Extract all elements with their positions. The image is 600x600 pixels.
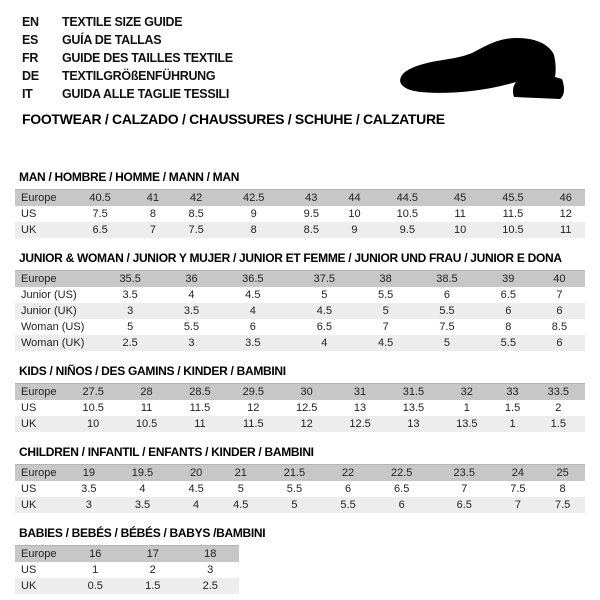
size-value: 4.5 bbox=[378, 337, 394, 349]
size-value: 37.5 bbox=[313, 273, 336, 285]
row-label: US bbox=[21, 402, 37, 414]
size-value: 3 bbox=[127, 305, 134, 317]
size-value: 16 bbox=[89, 548, 102, 560]
size-value: 6 bbox=[443, 289, 451, 301]
size-value: 7.5 bbox=[554, 499, 571, 511]
table-row bbox=[15, 319, 585, 335]
row-label: UK bbox=[21, 418, 37, 430]
shoe-silhouette-path bbox=[400, 38, 564, 99]
size-value: 1.5 bbox=[145, 580, 161, 592]
size-table-section bbox=[15, 252, 585, 351]
size-value: 3.5 bbox=[245, 337, 261, 349]
size-value: 6.5 bbox=[456, 499, 472, 511]
size-value: 7 bbox=[461, 483, 468, 495]
table-row bbox=[15, 190, 585, 207]
row-label: US bbox=[21, 483, 37, 495]
row-label: UK bbox=[21, 580, 37, 592]
size-value: 10 bbox=[87, 418, 100, 430]
size-table bbox=[15, 270, 585, 351]
size-value: 29.5 bbox=[242, 386, 264, 398]
size-value: 10.5 bbox=[82, 402, 104, 414]
size-value: 36 bbox=[185, 273, 198, 285]
size-value: 17 bbox=[146, 548, 159, 560]
size-value: 3.5 bbox=[122, 289, 138, 301]
row-label: Woman (UK) bbox=[21, 337, 85, 349]
size-value: 33 bbox=[506, 386, 519, 398]
size-table-section bbox=[15, 365, 585, 432]
size-value: 10 bbox=[348, 208, 361, 220]
table-row bbox=[15, 481, 585, 497]
size-value: 0.5 bbox=[87, 580, 103, 592]
size-value: 13.5 bbox=[402, 402, 425, 414]
size-value: 42 bbox=[189, 192, 203, 204]
row-label: Europe bbox=[21, 273, 57, 285]
table-row bbox=[15, 287, 585, 303]
size-value: 4.5 bbox=[188, 483, 204, 495]
size-value: 2.5 bbox=[122, 337, 138, 349]
size-value: 38 bbox=[379, 273, 392, 285]
table-row bbox=[15, 465, 585, 482]
size-value: 45.5 bbox=[502, 192, 524, 204]
language-code: EN bbox=[22, 15, 39, 29]
table-title: KIDS / NIÑOS / DES GAMINS / KINDER / BAMBINI bbox=[19, 364, 286, 378]
size-value: 6.5 bbox=[316, 321, 332, 333]
tables-container bbox=[0, 171, 600, 594]
size-value: 13 bbox=[407, 418, 420, 430]
size-value: 38.5 bbox=[436, 273, 458, 285]
size-value: 7 bbox=[556, 289, 563, 301]
size-value: 6.5 bbox=[394, 483, 410, 495]
size-value: 28 bbox=[140, 386, 153, 398]
size-value: 5.5 bbox=[500, 337, 516, 349]
size-value: 5.5 bbox=[183, 321, 200, 333]
row-label: Europe bbox=[21, 467, 57, 479]
size-value: 6 bbox=[249, 321, 256, 333]
size-table bbox=[15, 383, 585, 432]
size-value: 1 bbox=[92, 564, 99, 576]
size-value: 10.5 bbox=[502, 224, 524, 236]
size-value: 10 bbox=[453, 224, 467, 236]
size-value: 19.5 bbox=[131, 467, 154, 479]
size-value: 5 bbox=[291, 499, 298, 511]
size-value: 8 bbox=[505, 321, 512, 333]
size-value: 25 bbox=[556, 467, 569, 479]
size-value: 11.5 bbox=[189, 402, 211, 414]
size-value: 12.5 bbox=[349, 418, 371, 430]
language-label: GUÍA DE TALLAS bbox=[62, 33, 162, 47]
size-value: 21.5 bbox=[283, 467, 306, 479]
size-value: 11.5 bbox=[243, 418, 264, 430]
size-value: 12.5 bbox=[295, 402, 318, 414]
size-value: 13.5 bbox=[456, 418, 478, 430]
size-table bbox=[15, 464, 585, 513]
size-value: 7.5 bbox=[92, 208, 108, 220]
size-value: 7 bbox=[514, 499, 521, 511]
size-value: 39 bbox=[502, 273, 515, 285]
row-label: UK bbox=[21, 499, 37, 511]
size-value: 28.5 bbox=[189, 386, 211, 398]
table-row bbox=[15, 497, 585, 513]
size-value: 27.5 bbox=[82, 386, 104, 398]
size-value: 43 bbox=[305, 192, 318, 204]
size-value: 5 bbox=[237, 483, 244, 495]
size-value: 33.5 bbox=[547, 386, 569, 398]
size-value: 3 bbox=[85, 499, 92, 511]
size-value: 22 bbox=[341, 467, 355, 479]
size-value: 7.5 bbox=[510, 483, 526, 495]
row-label: US bbox=[21, 564, 37, 576]
size-value: 3.5 bbox=[183, 305, 200, 317]
size-value: 7.5 bbox=[439, 321, 455, 333]
size-value: 18 bbox=[204, 548, 217, 560]
size-value: 11 bbox=[194, 418, 206, 430]
size-value: 3 bbox=[188, 337, 195, 349]
size-value: 45 bbox=[453, 192, 467, 204]
row-label: Europe bbox=[21, 548, 57, 560]
row-label: UK bbox=[21, 224, 37, 236]
size-table-section bbox=[15, 527, 585, 594]
size-value: 5 bbox=[382, 305, 389, 317]
size-value: 24 bbox=[511, 467, 525, 479]
size-value: 3.5 bbox=[134, 499, 151, 511]
size-value: 19 bbox=[82, 467, 95, 479]
size-value: 9.5 bbox=[399, 224, 415, 236]
table-title: CHILDREN / INFANTIL / ENFANTS / KINDER / BAMBINI bbox=[19, 445, 314, 459]
size-value: 9 bbox=[351, 224, 358, 236]
table-row bbox=[15, 271, 585, 288]
language-label: TEXTILGRÖßENFÜHRUNG bbox=[62, 69, 216, 83]
size-value: 6 bbox=[556, 305, 563, 317]
table-row bbox=[15, 384, 585, 401]
row-label: Junior (UK) bbox=[21, 305, 77, 317]
size-value: 23.5 bbox=[453, 467, 475, 479]
size-value: 4 bbox=[193, 499, 200, 511]
size-table-section bbox=[15, 446, 585, 513]
size-value: 6.5 bbox=[92, 224, 108, 236]
size-value: 4 bbox=[188, 289, 195, 301]
dress-shoe-icon bbox=[396, 33, 580, 109]
size-value: 13 bbox=[353, 402, 367, 414]
size-value: 8 bbox=[559, 483, 566, 495]
size-value: 4 bbox=[321, 337, 328, 349]
size-value: 12 bbox=[300, 418, 313, 430]
language-code: IT bbox=[22, 87, 33, 101]
size-value: 1.5 bbox=[504, 402, 521, 414]
size-table bbox=[15, 189, 585, 238]
row-label: Europe bbox=[21, 192, 57, 204]
table-row bbox=[15, 578, 239, 594]
row-label: Junior (US) bbox=[21, 289, 77, 301]
size-value: 6.5 bbox=[500, 289, 516, 301]
size-value: 2 bbox=[555, 402, 562, 414]
size-value: 5.5 bbox=[340, 499, 356, 511]
size-value: 30 bbox=[300, 386, 313, 398]
size-value: 9.5 bbox=[303, 208, 319, 220]
category-title: FOOTWEAR / CALZADO / CHAUSSURES / SCHUHE / CALZATURE bbox=[22, 111, 445, 127]
size-value: 5.5 bbox=[439, 305, 455, 317]
language-code: DE bbox=[22, 69, 39, 83]
size-value: 6 bbox=[398, 499, 405, 511]
size-value: 5 bbox=[127, 321, 134, 333]
size-value: 8.5 bbox=[551, 321, 568, 333]
size-value: 11 bbox=[560, 224, 572, 236]
size-value: 11 bbox=[454, 208, 466, 220]
size-value: 12 bbox=[247, 402, 260, 414]
language-row bbox=[22, 13, 600, 31]
size-value: 8 bbox=[250, 224, 257, 236]
size-value: 1 bbox=[463, 402, 470, 414]
table-title: MAN / HOMBRE / HOMME / MANN / MAN bbox=[19, 170, 240, 184]
size-value: 5.5 bbox=[286, 483, 303, 495]
table-row bbox=[15, 303, 585, 319]
size-table bbox=[15, 545, 239, 594]
size-value: 7 bbox=[149, 224, 156, 236]
size-value: 6 bbox=[556, 337, 563, 349]
size-value: 8.5 bbox=[303, 224, 319, 236]
size-value: 8.5 bbox=[188, 208, 204, 220]
size-value: 40.5 bbox=[89, 192, 111, 204]
language-label: TEXTILE SIZE GUIDE bbox=[62, 15, 183, 29]
size-value: 1 bbox=[509, 418, 516, 430]
size-value: 32 bbox=[460, 386, 473, 398]
row-label: US bbox=[21, 208, 37, 220]
table-row bbox=[15, 335, 585, 351]
size-value: 20 bbox=[189, 467, 203, 479]
language-label: GUIDE DES TAILLES TEXTILE bbox=[62, 51, 233, 65]
size-value: 44 bbox=[348, 192, 361, 204]
size-value: 31.5 bbox=[402, 386, 425, 398]
size-value: 22.5 bbox=[390, 467, 413, 479]
size-table-section bbox=[15, 171, 585, 238]
size-value: 41 bbox=[146, 192, 160, 204]
size-value: 6 bbox=[344, 483, 352, 495]
size-value: 4 bbox=[139, 483, 146, 495]
size-value: 2.5 bbox=[202, 580, 218, 592]
size-value: 10.5 bbox=[135, 418, 158, 430]
language-code: ES bbox=[22, 33, 39, 47]
size-value: 4.5 bbox=[233, 499, 249, 511]
size-value: 7 bbox=[382, 321, 389, 333]
header bbox=[0, 0, 600, 128]
size-value: 11.5 bbox=[502, 208, 524, 220]
size-value: 44.5 bbox=[396, 192, 419, 204]
size-value: 4 bbox=[249, 305, 256, 317]
size-value: 40 bbox=[553, 273, 566, 285]
row-label: Europe bbox=[21, 386, 57, 398]
size-value: 8 bbox=[149, 208, 156, 220]
size-value: 2 bbox=[149, 564, 156, 576]
table-row bbox=[15, 222, 585, 238]
size-value: 3 bbox=[207, 564, 214, 576]
table-title: BABIES / BEBÉS / BÉBÉS / BABYS /BAMBINI bbox=[19, 526, 266, 540]
size-value: 10.5 bbox=[396, 208, 419, 220]
size-value: 11 bbox=[140, 402, 153, 414]
size-value: 5 bbox=[443, 337, 451, 349]
size-value: 4.5 bbox=[245, 289, 261, 301]
size-value: 7.5 bbox=[188, 224, 204, 236]
size-value: 21 bbox=[234, 467, 247, 479]
size-value: 31 bbox=[353, 386, 367, 398]
table-row bbox=[15, 400, 585, 416]
size-value: 4.5 bbox=[316, 305, 332, 317]
table-row bbox=[15, 206, 585, 222]
size-value: 6 bbox=[505, 305, 512, 317]
language-label: GUIDA ALLE TAGLIE TESSILI bbox=[62, 87, 230, 101]
size-value: 35.5 bbox=[119, 273, 141, 285]
size-value: 5.5 bbox=[378, 289, 394, 301]
row-label: Woman (US) bbox=[21, 321, 85, 333]
size-value: 46 bbox=[559, 192, 572, 204]
table-title: JUNIOR & WOMAN / JUNIOR Y MUJER / JUNIOR ET FEMME / JUNIOR UND FRAU / JUNIOR E DONA bbox=[19, 251, 562, 265]
size-value: 42.5 bbox=[242, 192, 265, 204]
table-row bbox=[15, 562, 239, 578]
size-value: 36.5 bbox=[242, 273, 264, 285]
size-value: 3.5 bbox=[81, 483, 97, 495]
size-value: 9 bbox=[250, 208, 257, 220]
size-value: 12 bbox=[559, 208, 572, 220]
size-value: 1.5 bbox=[550, 418, 566, 430]
language-code: FR bbox=[22, 51, 39, 65]
size-value: 5 bbox=[321, 289, 328, 301]
table-row bbox=[15, 546, 239, 563]
table-row bbox=[15, 416, 585, 432]
